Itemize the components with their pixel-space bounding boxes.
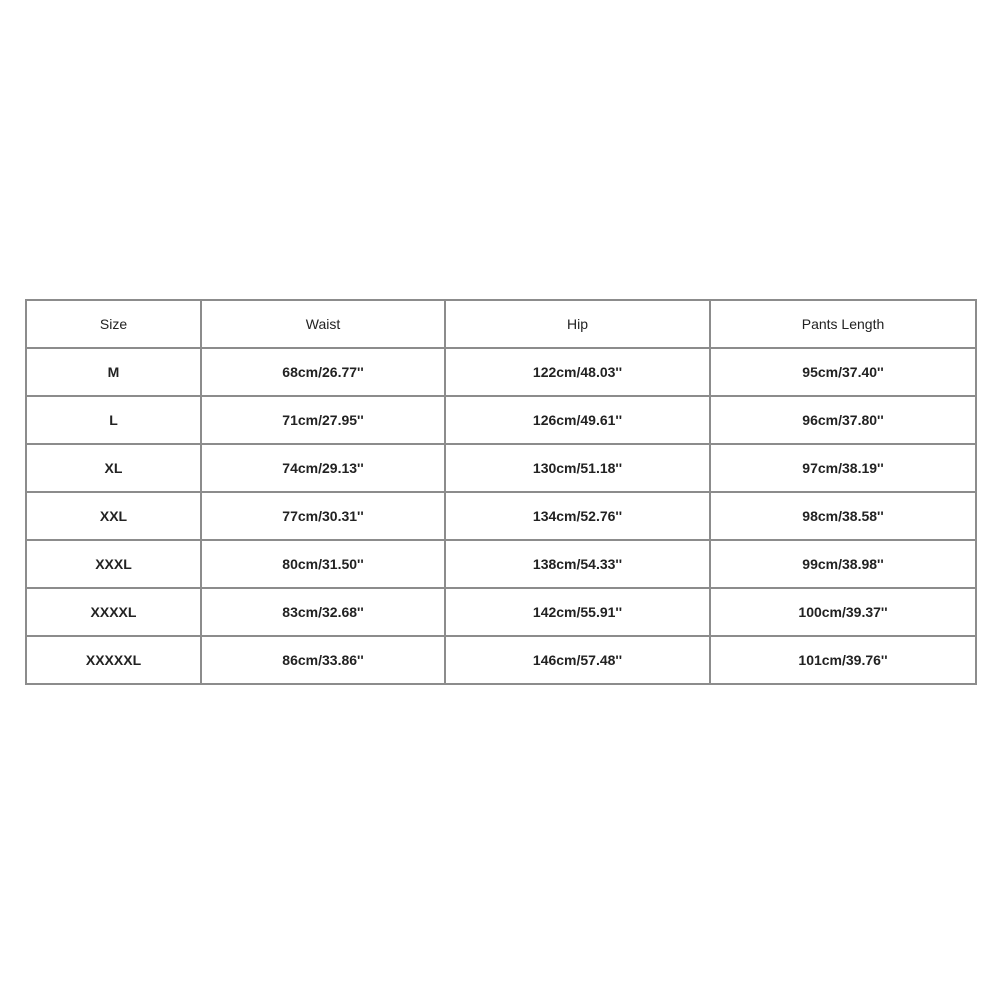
cell-pants-length: 98cm/38.58'' <box>710 492 976 540</box>
table-header-row <box>26 300 976 348</box>
table-row <box>26 636 976 684</box>
header-hip: Hip <box>445 300 710 348</box>
cell-waist: 83cm/32.68'' <box>201 588 445 636</box>
cell-waist: 74cm/29.13'' <box>201 444 445 492</box>
cell-hip: 130cm/51.18'' <box>445 444 710 492</box>
table-row <box>26 540 976 588</box>
table-row <box>26 348 976 396</box>
cell-hip: 146cm/57.48'' <box>445 636 710 684</box>
size-chart-table <box>25 299 977 685</box>
cell-size: XXXL <box>26 540 201 588</box>
cell-hip: 126cm/49.61'' <box>445 396 710 444</box>
cell-size: XXXXXL <box>26 636 201 684</box>
cell-waist: 71cm/27.95'' <box>201 396 445 444</box>
table-row <box>26 396 976 444</box>
cell-waist: 86cm/33.86'' <box>201 636 445 684</box>
table-row <box>26 588 976 636</box>
cell-pants-length: 99cm/38.98'' <box>710 540 976 588</box>
cell-waist: 80cm/31.50'' <box>201 540 445 588</box>
header-pants-length: Pants Length <box>710 300 976 348</box>
cell-pants-length: 97cm/38.19'' <box>710 444 976 492</box>
cell-pants-length: 100cm/39.37'' <box>710 588 976 636</box>
cell-size: XXL <box>26 492 201 540</box>
header-size: Size <box>26 300 201 348</box>
table-row <box>26 444 976 492</box>
cell-size: M <box>26 348 201 396</box>
cell-waist: 77cm/30.31'' <box>201 492 445 540</box>
cell-pants-length: 96cm/37.80'' <box>710 396 976 444</box>
cell-size: L <box>26 396 201 444</box>
cell-size: XL <box>26 444 201 492</box>
cell-hip: 142cm/55.91'' <box>445 588 710 636</box>
cell-pants-length: 95cm/37.40'' <box>710 348 976 396</box>
cell-hip: 138cm/54.33'' <box>445 540 710 588</box>
cell-hip: 122cm/48.03'' <box>445 348 710 396</box>
table-row <box>26 492 976 540</box>
cell-pants-length: 101cm/39.76'' <box>710 636 976 684</box>
header-waist: Waist <box>201 300 445 348</box>
cell-size: XXXXL <box>26 588 201 636</box>
cell-hip: 134cm/52.76'' <box>445 492 710 540</box>
cell-waist: 68cm/26.77'' <box>201 348 445 396</box>
